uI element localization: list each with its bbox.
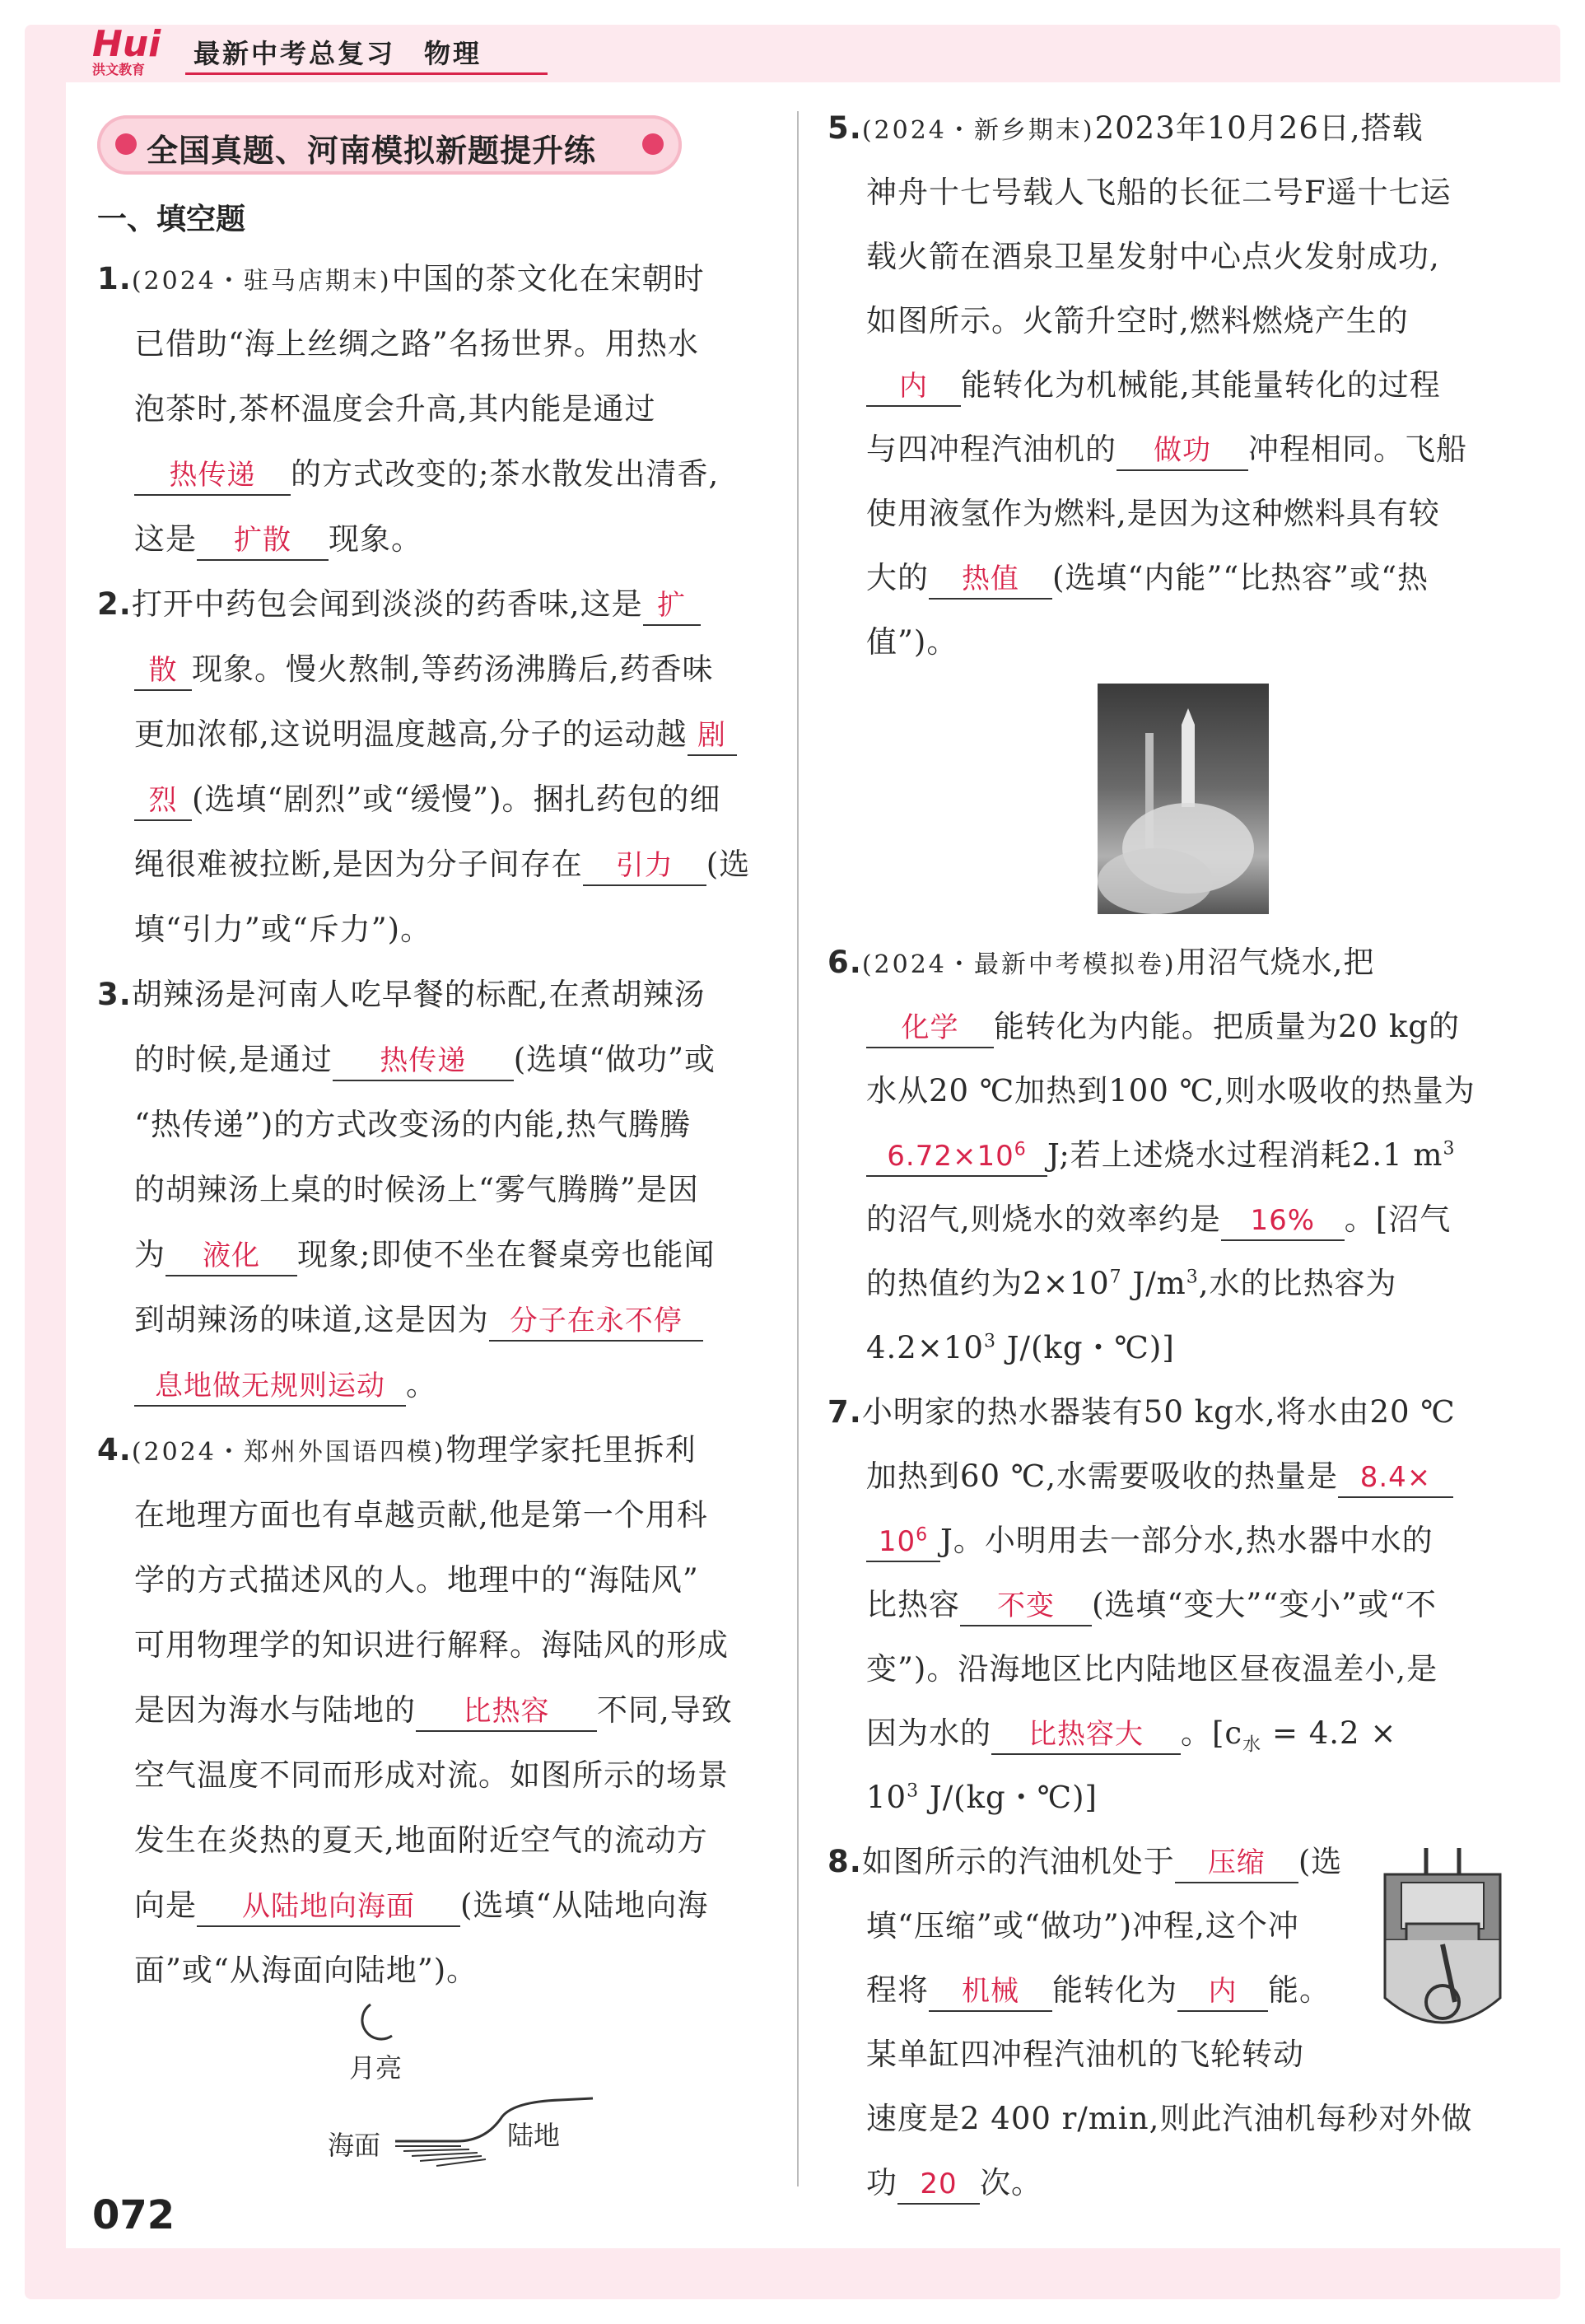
q5-answer-3[interactable]: 热值 (929, 560, 1052, 600)
q2-text: (选填“剧烈”或“缓慢”)。捆扎药包的细 (192, 782, 721, 817)
q2-line-5 (134, 846, 750, 886)
logo-mark: Hui (92, 23, 161, 65)
q6-text: J/(kg・℃)] (995, 1330, 1175, 1365)
q5-text: 冲程相同。飞船 (1248, 432, 1467, 467)
q6-answer-2-exponent: 6 (1014, 1139, 1027, 1160)
banner-dot-right (642, 133, 664, 155)
q8-line-3 (866, 1972, 1331, 2012)
q3-line-7 (134, 1366, 437, 1407)
banner-dot-left (115, 133, 137, 155)
sea-label: 海面 (328, 2130, 381, 2161)
q3-answer-2[interactable]: 液化 (165, 1237, 297, 1276)
q4-line-2: 在地理方面也有卓越贡献,他是第一个用科 (134, 1497, 708, 1533)
q1-line-4 (134, 455, 719, 496)
q6-answer-3[interactable]: 16% (1221, 1202, 1345, 1241)
q7-text: J/(kg・℃)] (919, 1780, 1098, 1815)
q6-text-exponent: 3 (983, 1331, 996, 1352)
q7-text-subscript: 水 (1242, 1734, 1262, 1756)
q7-text: = 4.2 × (1261, 1715, 1397, 1751)
q6-text: 4.2×10 (866, 1330, 984, 1365)
q2-number: 2. (97, 586, 132, 622)
section-banner (97, 115, 682, 175)
q8-number: 8. (827, 1844, 862, 1879)
q8-answer-3[interactable]: 内 (1177, 1972, 1268, 2012)
q3-line-4: 的胡辣汤上桌的时候汤上“雾气腾腾”是因 (134, 1172, 699, 1207)
q2-answer-1b[interactable]: 散 (134, 651, 192, 691)
q6-line-2 (866, 1008, 1460, 1048)
q4-line-7: 发生在炎热的夏天,地面附近空气的流动方 (134, 1822, 708, 1858)
column-divider (797, 111, 799, 2186)
q7-text: 小明家的热水器装有50 kg水,将水由20 ℃ (861, 1394, 1456, 1430)
q3-answer-3b[interactable]: 息地做无规则运动 (134, 1367, 406, 1407)
q6-line-1 (827, 944, 1374, 984)
q1-text: 中国的茶文化在宋朝时 (391, 261, 705, 296)
q6-text: 的热值约为2×10 (866, 1266, 1110, 1301)
q8-text: 能转化为 (1052, 1972, 1177, 2008)
q7-answer-2[interactable]: 不变 (960, 1587, 1092, 1626)
q8-text: 能。 (1268, 1972, 1331, 2008)
q2-text: 绳很难被拉断,是因为分子间存在 (134, 847, 583, 882)
q7-text: 比热容 (866, 1587, 960, 1622)
q6-text: ,水的比热容为 (1198, 1266, 1397, 1301)
rocket-drawing (1098, 684, 1269, 914)
page-number: 072 (92, 2192, 175, 2238)
q5-answer-2[interactable]: 做功 (1116, 432, 1248, 471)
q7-answer-1b-exponent: 6 (916, 1524, 929, 1546)
gasoline-engine-figure (1377, 1841, 1508, 2039)
q3-text: 胡辣汤是河南人吃早餐的标配,在煮胡辣汤 (131, 977, 706, 1012)
q5-text: 能转化为机械能,其能量转化的过程 (961, 367, 1441, 403)
wave-line-3 (412, 2153, 478, 2156)
q5-line-6 (866, 431, 1467, 471)
publisher-logo (92, 23, 175, 77)
q4-line-8 (134, 1887, 708, 1927)
wave-line-4 (420, 2156, 482, 2161)
q6-line-6 (866, 1265, 1397, 1303)
q2-line-4 (134, 781, 721, 821)
q3-text: 。 (406, 1367, 437, 1402)
q7-line-5: 变”)。沿海地区比内陆地区昼夜温差小,是 (866, 1651, 1438, 1687)
q8-answer-2[interactable]: 机械 (929, 1972, 1052, 2012)
rocket-body (1182, 708, 1195, 807)
q6-text: J;若上述烧水过程消耗2.1 m (1047, 1137, 1443, 1173)
q8-answer-4[interactable]: 20 (897, 2165, 980, 2205)
land-label: 陆地 (507, 2120, 561, 2151)
q7-line-1 (827, 1393, 1456, 1431)
q1-answer-1[interactable]: 热传递 (134, 456, 291, 496)
q2-line-6: 填“引力”或“斥力”)。 (134, 912, 432, 947)
q6-text: J/m (1121, 1266, 1186, 1301)
q1-text: 这是 (134, 521, 197, 557)
q3-line-3: “热传递”)的方式改变汤的内能,热气腾腾 (134, 1107, 692, 1142)
q6-number: 6. (827, 945, 862, 980)
q3-text: 为 (134, 1237, 165, 1272)
q3-line-6 (134, 1301, 703, 1342)
banner-text: 全国真题、河南模拟新题提升练 (147, 133, 597, 169)
q7-text: 。[c (1181, 1715, 1243, 1751)
q3-answer-1[interactable]: 热传递 (333, 1042, 514, 1081)
q8-answer-1[interactable]: 压缩 (1175, 1844, 1298, 1883)
q6-line-3: 水从20 ℃加热到100 ℃,则水吸收的热量为 (866, 1073, 1475, 1108)
rocket-launch-photo (1098, 684, 1269, 914)
q8-line-2: 填“压缩”或“做功”)冲程,这个冲 (866, 1908, 1299, 1944)
combustion-chamber (1401, 1883, 1484, 1929)
q6-source: (2024・最新中考模拟卷) (861, 950, 1177, 979)
header-title: 最新中考总复习 物理 (193, 38, 482, 69)
q7-answer-1b-base: 10 (878, 1525, 916, 1558)
q7-text: J。小明用去一部分水,热水器中水的 (940, 1523, 1433, 1558)
q4-source: (2024・郑州外国语四模) (131, 1438, 446, 1467)
q2-text: 更加浓郁,这说明温度越高,分子的运动越 (134, 716, 688, 752)
q1-number: 1. (97, 261, 132, 296)
q2-line-3 (134, 716, 737, 756)
q2-answer-2a[interactable]: 剧 (688, 716, 737, 756)
header-underline (185, 72, 548, 75)
q6-line-7 (866, 1329, 1175, 1367)
q8-text: 功 (866, 2165, 897, 2200)
q6-line-5 (866, 1201, 1451, 1241)
q3-line-1 (97, 976, 706, 1014)
q5-text: 与四冲程汽油机的 (866, 432, 1116, 467)
q5-line-5 (866, 366, 1441, 407)
land-profile (395, 2098, 593, 2141)
q8-line-1 (827, 1843, 1342, 1883)
q5-text: 大的 (866, 560, 929, 595)
q5-line-1 (827, 110, 1424, 150)
moon-label: 月亮 (349, 2052, 403, 2084)
wave-line-5 (436, 2159, 486, 2166)
q5-text: 2023年10月26日,搭载 (1094, 110, 1424, 146)
q7-line-4 (866, 1586, 1437, 1626)
q3-line-2 (134, 1041, 716, 1081)
q5-source: (2024・新乡期末) (861, 116, 1095, 145)
q4-answer-1[interactable]: 比热容 (416, 1692, 597, 1732)
q6-answer-2-base: 6.72×10 (887, 1140, 1014, 1173)
q6-text: 能转化为内能。把质量为20 kg的 (994, 1009, 1460, 1044)
q1-line-2: 已借助“海上丝绸之路”名扬世界。用热水 (134, 326, 699, 362)
q8-line-4: 某单缸四冲程汽油机的飞轮转动 (866, 2037, 1304, 2072)
exhaust-cloud-2 (1098, 848, 1213, 914)
engine-cylinder-drawing (1377, 1841, 1508, 2039)
sea-land-breeze-figure (313, 1993, 609, 2182)
q7-answer-1a[interactable]: 8.4× (1338, 1458, 1453, 1498)
q3-text: 的时候,是通过 (134, 1042, 333, 1077)
q5-line-7: 使用液氢作为燃料,是因为这种燃料具有较 (866, 496, 1440, 531)
q8-text: 次。 (980, 2165, 1042, 2200)
q7-text: (选填“变大”“变小”或“不 (1092, 1587, 1438, 1622)
q7-line-3 (866, 1522, 1433, 1562)
q7-text: 10 (866, 1780, 907, 1815)
q5-line-3: 载火箭在酒泉卫星发射中心点火发射成功, (866, 239, 1440, 274)
q6-text-exponent: 3 (1186, 1267, 1199, 1288)
q8-text: (选 (1298, 1844, 1343, 1879)
q4-text: 是因为海水与陆地的 (134, 1692, 416, 1728)
q1-line-3: 泡茶时,茶杯温度会升高,其内能是通过 (134, 391, 656, 427)
q4-line-4: 可用物理学的知识进行解释。海陆风的形成 (134, 1627, 729, 1663)
q4-text: 向是 (134, 1888, 197, 1923)
q2-answer-1a[interactable]: 扩 (643, 586, 701, 626)
q8-line-6 (866, 2164, 1042, 2205)
q5-line-9: 值”)。 (866, 624, 958, 660)
q7-line-6 (866, 1715, 1396, 1755)
q2-text: 现象。慢火熬制,等药汤沸腾后,药香味 (192, 651, 714, 687)
q7-answer-3[interactable]: 比热容大 (991, 1715, 1181, 1755)
q8-text: 如图所示的汽油机处于 (861, 1844, 1175, 1879)
q7-line-7 (866, 1779, 1098, 1817)
q6-text-exponent: 7 (1109, 1267, 1122, 1288)
q7-line-2 (866, 1458, 1453, 1498)
q3-text: 到胡辣汤的味道,这是因为 (134, 1302, 489, 1337)
q2-answer-2b[interactable]: 烈 (134, 782, 192, 821)
q5-line-8 (866, 559, 1429, 600)
q6-line-4 (866, 1136, 1456, 1177)
section-title: 一、填空题 (97, 203, 246, 236)
q3-answer-3a[interactable]: 分子在永不停 (489, 1302, 703, 1342)
q4-answer-2[interactable]: 从陆地向海面 (197, 1888, 460, 1927)
q8-line-5: 速度是2 400 r/min,则此汽油机每秒对外做 (866, 2101, 1473, 2136)
moon-icon (362, 2004, 392, 2039)
q7-text: 因为水的 (866, 1715, 991, 1751)
q4-text: (选填“从陆地向海 (460, 1888, 709, 1923)
q6-answer-1[interactable]: 化学 (866, 1009, 994, 1048)
q3-text: (选填“做功”或 (513, 1042, 716, 1077)
q4-line-9: 面”或“从海面向陆地”)。 (134, 1953, 478, 1988)
q4-line-3: 学的方式描述风的人。地理中的“海陆风” (134, 1562, 699, 1598)
q2-text: (选 (706, 847, 751, 882)
q1-line-5 (134, 520, 422, 561)
q4-text: 物理学家托里拆利 (445, 1432, 697, 1468)
q1-answer-2[interactable]: 扩散 (197, 521, 329, 561)
q5-line-2: 神舟十七号载人飞船的长征二号F遥十七运 (866, 175, 1452, 210)
q4-number: 4. (97, 1432, 132, 1468)
q3-number: 3. (97, 977, 132, 1012)
q1-source: (2024・驻马店期末) (131, 267, 392, 296)
q5-text: (选填“内能”“比热容”或“热 (1052, 560, 1429, 595)
q7-text-exponent: 3 (907, 1780, 920, 1802)
q2-line-1 (97, 586, 701, 626)
q1-line-1 (97, 260, 705, 301)
q5-line-4: 如图所示。火箭升空时,燃料燃烧产生的 (866, 303, 1409, 338)
q1-text: 现象。 (329, 521, 422, 557)
q4-line-1 (97, 1431, 697, 1472)
q3-line-5 (134, 1236, 715, 1276)
q8-text: 程将 (866, 1972, 929, 2008)
q5-number: 5. (827, 110, 862, 146)
wave-line-2 (403, 2149, 469, 2151)
q6-answer-2[interactable] (866, 1137, 1047, 1177)
q7-answer-1b[interactable] (866, 1523, 940, 1562)
q3-text: 现象;即使不坐在餐桌旁也能闻 (297, 1237, 716, 1272)
q6-text: 。[沼气 (1344, 1202, 1452, 1237)
q2-line-2 (134, 651, 714, 691)
q1-text: 的方式改变的;茶水散发出清香, (291, 456, 720, 492)
q2-text: 打开中药包会闻到淡淡的药香味,这是 (131, 586, 643, 622)
q6-text: 用沼气烧水,把 (1176, 945, 1375, 980)
q2-answer-3[interactable]: 引力 (583, 847, 706, 886)
q7-number: 7. (827, 1394, 862, 1430)
q5-answer-1[interactable]: 内 (866, 367, 961, 407)
logo-subtitle: 洪文教育 (92, 62, 146, 77)
q4-line-5 (134, 1692, 733, 1732)
q7-text: 加热到60 ℃,水需要吸收的热量是 (866, 1458, 1338, 1494)
q4-line-6: 空气温度不同而形成对流。如图所示的场景 (134, 1757, 729, 1793)
q4-text: 不同,导致 (597, 1692, 733, 1728)
q6-text-exponent: 3 (1443, 1138, 1456, 1160)
q6-text: 的沼气,则烧水的效率约是 (866, 1202, 1221, 1237)
